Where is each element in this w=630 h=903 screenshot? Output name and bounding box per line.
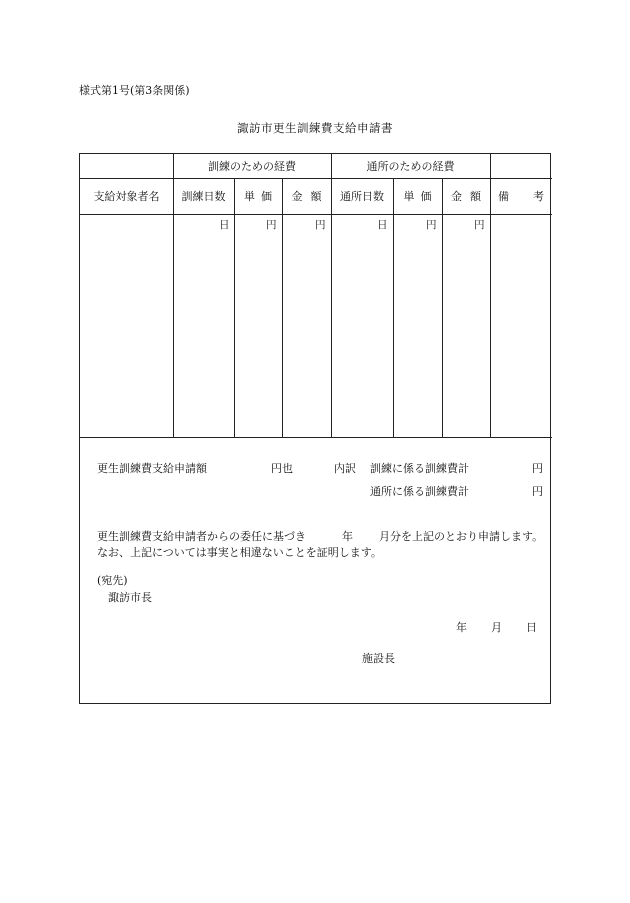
col-header-training-amount-b: 額 (310, 190, 322, 203)
unit-training-unit-price: 円 (266, 219, 277, 231)
declaration-line1-year: 年 (342, 530, 353, 543)
declaration-line2: なお、上記については事実と相違ないことを証明します。 (97, 546, 382, 559)
col-header-training-unit-price (234, 178, 282, 214)
col-header-training-amount-a: 金 (291, 190, 303, 203)
col-header-commute-unit-price (393, 178, 442, 214)
date-month: 月 (491, 621, 502, 634)
col-divider-5 (393, 178, 394, 437)
col-header-remarks (490, 178, 552, 214)
application-amount-unit: 円也 (271, 462, 293, 475)
breakdown-label: 内訳 (334, 462, 356, 475)
col-header-commute-amount (442, 178, 490, 214)
col-header-commute-amount-b: 額 (470, 190, 481, 203)
col-divider-2 (234, 178, 235, 437)
column-header-rule (80, 214, 552, 215)
col-header-commute-amount-a: 金 (451, 190, 462, 203)
date-year: 年 (456, 621, 467, 634)
col-header-commute-days: 通所日数 (340, 190, 384, 203)
facility-director-label: 施設長 (362, 652, 395, 665)
declaration-line1-b: 月分を上記のとおり申請します。 (379, 530, 544, 543)
col-divider-6 (442, 178, 443, 437)
date-day: 日 (526, 621, 537, 634)
col-header-remarks-a: 備 (498, 190, 509, 203)
training-cost-unit: 円 (532, 462, 543, 475)
col-header-commute-unit-price-a: 単 (403, 190, 415, 203)
application-amount-label: 更生訓練費支給申請額 (97, 462, 207, 475)
group-header-commute: 通所のための経費 (366, 160, 455, 173)
col-header-commute-unit-price-b: 価 (420, 190, 432, 203)
addressee-name: 諏訪市長 (108, 591, 152, 604)
commute-cost-label: 通所に係る訓練費計 (370, 485, 469, 498)
unit-commute-amount: 円 (474, 219, 485, 231)
table-body-bottom-rule (80, 437, 552, 438)
declaration-line1-a: 更生訓練費支給申請者からの委任に基づき (97, 530, 306, 543)
training-cost-label: 訓練に係る訓練費計 (370, 462, 469, 475)
commute-cost-unit: 円 (532, 485, 543, 498)
unit-training-amount: 円 (315, 219, 326, 231)
group-header-training: 訓練のための経費 (208, 160, 296, 173)
unit-training-days: 日 (219, 219, 230, 231)
col-header-training-days: 訓練日数 (181, 190, 226, 203)
unit-commute-unit-price: 円 (426, 219, 437, 231)
unit-commute-days: 日 (377, 219, 388, 231)
col-header-recipient: 支給対象者名 (93, 190, 160, 203)
col-header-training-unit-price-b: 価 (261, 190, 272, 203)
col-divider-3 (282, 178, 283, 437)
addressee-label: (宛先) (97, 574, 128, 587)
col-header-remarks-b: 考 (533, 190, 544, 203)
document-title: 諏訪市更生訓練費支給申請書 (237, 121, 393, 135)
col-header-training-amount (282, 178, 331, 214)
application-form-table (79, 153, 551, 704)
col-header-training-unit-price-a: 単 (244, 190, 255, 203)
form-number: 様式第1号(第3条関係) (79, 84, 190, 97)
